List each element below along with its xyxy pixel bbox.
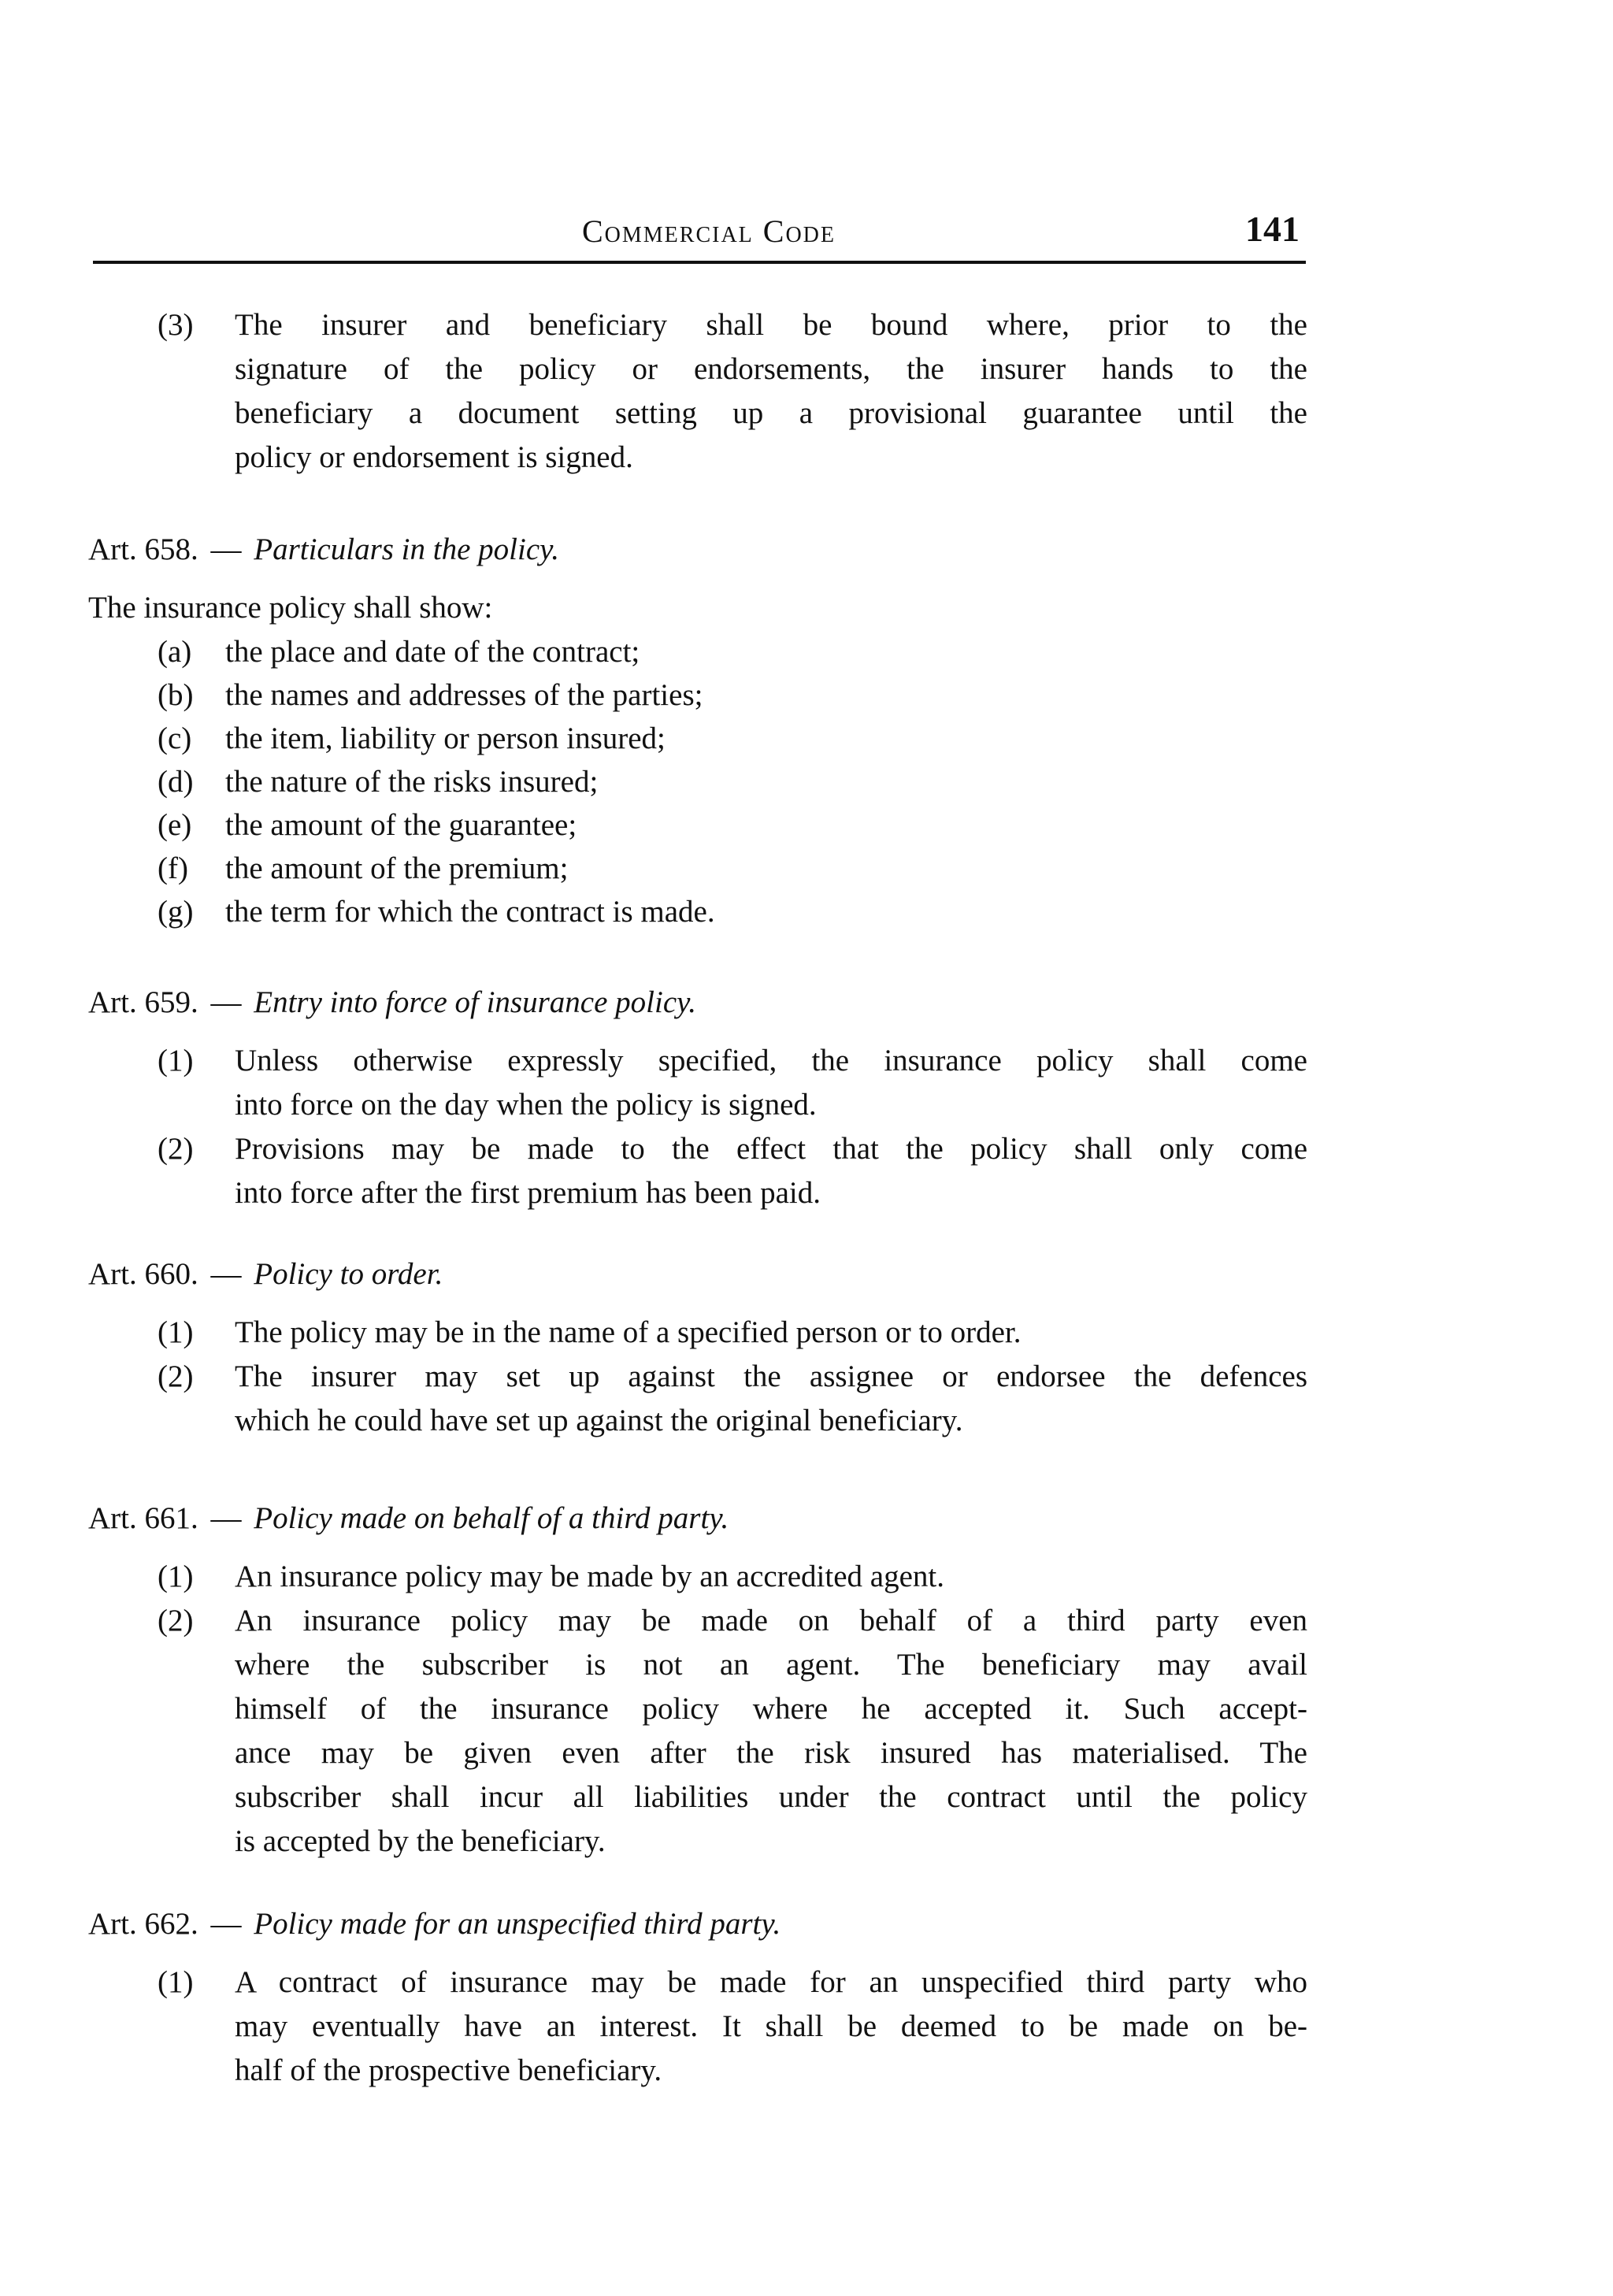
article-number: Art. 661. <box>88 1501 198 1535</box>
article-662 <box>88 1902 1307 2093</box>
item-line: The insurer may set up against the assignee or endorsee the defences <box>235 1359 1307 1393</box>
numbered-list <box>158 1039 1307 1215</box>
article-title: Policy made on behalf of a third party. <box>254 1501 729 1535</box>
item-line: An insurance policy may be made on behalf of a third party even <box>235 1604 1307 1638</box>
article-number: Art. 660. <box>88 1257 198 1291</box>
article-number: Art. 658. <box>88 532 198 566</box>
running-header <box>95 209 1303 260</box>
numbered-item <box>158 1960 1307 2093</box>
item-label: (a) <box>158 635 192 669</box>
item-line: policy or endorsement is signed. <box>235 440 633 474</box>
item-text: the names and addresses of the parties; <box>225 678 703 712</box>
article-title: Policy made for an unspecified third party. <box>254 1907 781 1941</box>
list-item <box>158 803 1307 847</box>
article-dash: — <box>210 985 242 1019</box>
item-label: (1) <box>158 1315 194 1349</box>
item-line: half of the prospective beneficiary. <box>235 2053 662 2087</box>
numbered-list <box>158 1311 1307 1443</box>
list-item <box>158 760 1307 803</box>
item-text: the item, liability or person insured; <box>225 721 666 755</box>
item-label: (d) <box>158 765 194 799</box>
numbered-item <box>158 303 1307 480</box>
article-title: Particulars in the policy. <box>254 532 560 566</box>
continuation-item <box>158 303 1307 480</box>
article-661 <box>88 1497 1307 1864</box>
item-label: (b) <box>158 678 194 712</box>
article-658 <box>88 528 1307 933</box>
numbered-list <box>158 1555 1307 1864</box>
item-label: (c) <box>158 721 192 755</box>
article-number: Art. 659. <box>88 985 198 1019</box>
article-heading <box>88 1252 1307 1296</box>
item-label: (g) <box>158 895 194 929</box>
article-dash: — <box>210 1257 242 1291</box>
item-label: (f) <box>158 851 188 885</box>
item-label: (2) <box>158 1359 194 1393</box>
item-line: Unless otherwise expressly specified, the insurance policy shall come <box>235 1044 1307 1078</box>
article-title: Entry into force of insurance policy. <box>254 985 697 1019</box>
item-line: himself of the insurance policy where he accepted it. Such accept- <box>235 1692 1307 1726</box>
item-text: the amount of the guarantee; <box>225 808 577 842</box>
article-title: Policy to order. <box>254 1257 443 1291</box>
item-line: into force after the first premium has been paid. <box>235 1176 821 1210</box>
item-label: (3) <box>158 308 194 342</box>
lettered-list <box>158 630 1307 933</box>
item-line: An insurance policy may be made by an accredited agent. <box>235 1560 944 1593</box>
item-label: (2) <box>158 1604 194 1638</box>
numbered-item <box>158 1127 1307 1215</box>
item-label: (1) <box>158 1560 194 1593</box>
article-heading <box>88 981 1307 1025</box>
item-line: signature of the policy or endorsements, the insurer hands to the <box>235 352 1307 386</box>
item-line: into force on the day when the policy is signed. <box>235 1088 817 1122</box>
item-line: ance may be given even after the risk insured has materialised. The <box>235 1736 1307 1770</box>
article-intro: The insurance policy shall show: <box>88 591 493 625</box>
item-text: the nature of the risks insured; <box>225 765 599 799</box>
article-659 <box>88 981 1307 1215</box>
numbered-item <box>158 1355 1307 1443</box>
numbered-item <box>158 1311 1307 1355</box>
numbered-list <box>158 1960 1307 2093</box>
page-number: 141 <box>1245 209 1300 249</box>
item-line: where the subscriber is not an agent. The beneficiary may avail <box>235 1648 1307 1682</box>
numbered-item <box>158 1599 1307 1864</box>
item-label: (e) <box>158 808 192 842</box>
list-item <box>158 673 1307 717</box>
item-line: is accepted by the beneficiary. <box>235 1824 606 1858</box>
article-660 <box>88 1252 1307 1443</box>
item-line: subscriber shall incur all liabilities under the contract until the policy <box>235 1780 1307 1814</box>
item-line: which he could have set up against the original beneficiary. <box>235 1404 963 1437</box>
item-line: beneficiary a document setting up a provisional guarantee until the <box>235 396 1307 430</box>
list-item <box>158 847 1307 890</box>
item-line: Provisions may be made to the effect that the policy shall only come <box>235 1132 1307 1166</box>
item-label: (1) <box>158 1965 194 1999</box>
article-heading <box>88 528 1307 572</box>
item-line: The policy may be in the name of a specified person or to order. <box>235 1315 1022 1349</box>
article-number: Art. 662. <box>88 1907 198 1941</box>
item-text: the amount of the premium; <box>225 851 569 885</box>
item-text: the term for which the contract is made. <box>225 895 715 929</box>
running-title: Commercial Code <box>581 213 836 249</box>
list-item <box>158 890 1307 933</box>
item-label: (1) <box>158 1044 194 1078</box>
article-dash: — <box>210 1907 242 1941</box>
article-heading <box>88 1497 1307 1541</box>
item-label: (2) <box>158 1132 194 1166</box>
item-line: A contract of insurance may be made for an unspecified third party who <box>235 1965 1307 1999</box>
numbered-item <box>158 1039 1307 1127</box>
list-item <box>158 630 1307 673</box>
item-line: may eventually have an interest. It shall be deemed to be made on be- <box>235 2009 1307 2043</box>
item-line: The insurer and beneficiary shall be bound where, prior to the <box>235 308 1307 342</box>
article-heading <box>88 1902 1307 1946</box>
article-dash: — <box>210 532 242 566</box>
list-item <box>158 717 1307 760</box>
header-rule <box>93 261 1306 264</box>
article-dash: — <box>210 1501 242 1535</box>
item-text: the place and date of the contract; <box>225 635 640 669</box>
numbered-item <box>158 1555 1307 1599</box>
